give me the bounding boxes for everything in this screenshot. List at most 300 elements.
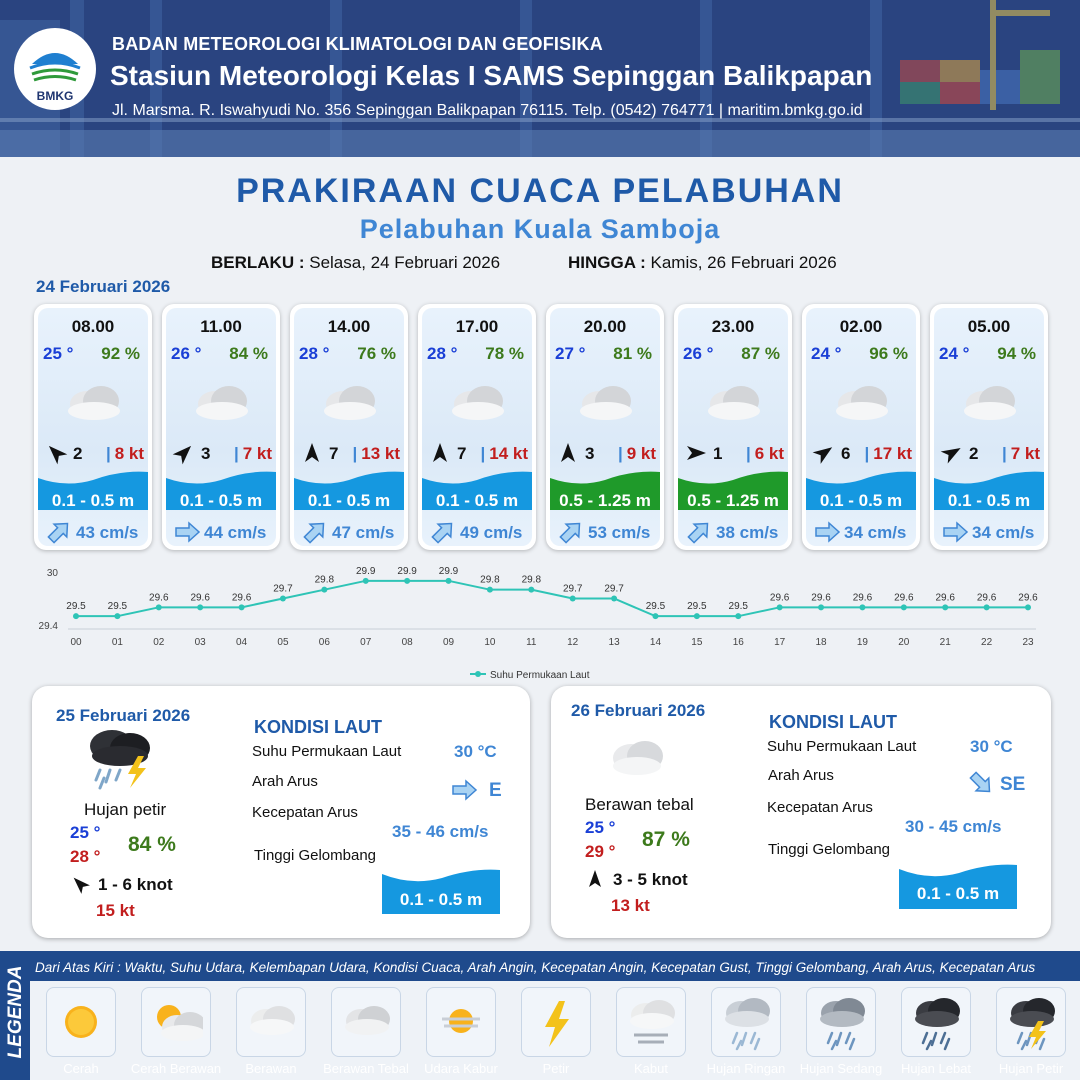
legend-icon-box [711,987,781,1057]
x-tick-label: 16 [732,637,744,648]
hour-card [162,304,280,550]
data-point [611,596,617,602]
legend-item [706,987,786,1076]
hour-time: 05.00 [967,317,1011,336]
valid-from-label: BERLAKU : [211,253,305,272]
hour-card [546,304,664,550]
hour-current-speed: 38 cm/s [716,523,779,542]
y-tick-label: 30 [46,568,58,579]
day1-date: 24 Februari 2026 [36,277,171,296]
wind-direction-arrow-icon [44,441,68,465]
day2-condition: Hujan petir [84,800,167,819]
legend-item-label: Cerah Berawan [130,1061,222,1076]
current-direction-arrow-icon [942,520,968,544]
thunderstorm-icon [82,726,162,790]
y-tick-label: 29.4 [38,621,58,632]
data-point [487,587,493,593]
data-point [777,604,783,610]
agency-name: BADAN METEOROLOGI KLIMATOLOGI DAN GEOFISIKA [112,34,603,54]
legend-item-label: Cerah [63,1061,99,1076]
hour-humidity: 96 % [869,344,908,363]
hour-temperature: 24 ° [939,344,970,363]
data-label: 29.8 [480,574,500,586]
hour-temperature: 28 ° [427,344,458,363]
data-label: 29.5 [107,601,128,613]
thunderstorm-icon [1004,995,1058,1051]
day2-temp-max: 28 ° [70,847,101,866]
current-direction-arrow-icon [174,520,200,544]
port-name: Pelabuhan Kuala Samboja [359,214,721,244]
hour-current [428,520,528,544]
hour-gust: 14 kt [489,444,528,463]
day2-current-dir-label: Arah Arus [252,773,318,790]
hour-current [812,520,912,544]
hour-time: 08.00 [71,317,115,336]
legend-item-label: Hujan Lebat [900,1061,972,1076]
hour-temperature: 25 ° [43,344,74,363]
haze-icon [434,995,488,1051]
data-label: 29.6 [149,592,169,604]
hour-time: 11.00 [200,317,242,336]
day3-humidity: 87 % [642,828,690,851]
hour-time: 20.00 [583,317,627,336]
data-label: 29.5 [728,601,748,613]
hour-wave-height: 0.1 - 0.5 m [435,491,519,510]
station-name: Stasiun Meteorologi Kelas I SAMS Sepinggan Balikpapan [110,60,873,91]
legend-description: Dari Atas Kiri : Waktu, Suhu Udara, Kelembapan Udara, Kondisi Cuaca, Arah Angin, Kecepatan Angin, Kecepatan Gust, Tinggi Gelombang, Arah Arus, Kecepatan Arus [35,960,1036,975]
hour-gust-group: | 6 kt [745,444,784,463]
hour-time: 14.00 [327,317,371,336]
data-point [859,604,865,610]
day2-sea-title: KONDISI LAUT [254,717,382,737]
hour-current-speed: 53 cm/s [588,523,651,542]
overcast-icon [703,380,765,424]
legend-item [46,987,116,1076]
data-point [239,604,245,610]
legend-item [236,987,306,1076]
x-tick-label: 10 [484,637,496,648]
x-tick-label: 13 [608,637,620,648]
hour-wind-speed: 6 [841,444,851,463]
hour-current-speed: 44 cm/s [204,523,267,542]
hour-wind-speed: 2 [969,444,979,463]
current-direction-arrow-icon [558,520,584,544]
day2-current-arrow-icon [450,778,478,802]
hour-wave-height: 0.1 - 0.5 m [51,491,135,510]
hour-gust-group: | 7 kt [233,444,272,463]
day3-condition: Berawan tebal [585,795,694,814]
day3-sea-title: KONDISI LAUT [769,712,897,732]
hour-wind [426,441,530,465]
x-tick-label: 21 [939,637,951,648]
day3-temp-min: 25 ° [585,818,616,837]
hour-current [172,520,272,544]
hour-current-speed: 43 cm/s [76,523,139,542]
hour-gust: 8 kt [114,444,144,463]
overcast-icon [63,380,125,424]
legend-item-label: Hujan Ringan [706,1061,786,1076]
hour-card [674,304,792,550]
data-label: 29.6 [852,592,873,604]
valid-from-value: Selasa, 24 Februari 2026 [309,253,501,272]
valid-from [211,253,500,273]
data-point [652,613,658,619]
day3-gust: 13 kt [611,896,650,915]
hour-gust: 9 kt [626,444,656,463]
legend-icon-box [141,987,211,1057]
data-point [528,587,534,593]
hour-wind [170,441,274,465]
day2-current-speed: 35 - 46 cm/s [392,822,489,841]
hour-humidity: 94 % [997,344,1036,363]
data-point [735,613,741,619]
day2-wind-arrow-icon [70,874,90,894]
overcast-icon [831,380,893,424]
legend-icon-box [426,987,496,1057]
data-point [114,613,120,619]
hour-time: 17.00 [455,317,499,336]
hour-current-speed: 49 cm/s [460,523,523,542]
hour-wind [298,441,402,465]
hour-wave-height: 0.1 - 0.5 m [947,491,1031,510]
legend-item [130,987,222,1076]
hour-time: 23.00 [711,317,755,336]
hour-wind-speed: 3 [201,444,211,463]
data-point [984,604,990,610]
wind-direction-arrow-icon [172,441,196,465]
day3-wind-speed: 3 - 5 knot [613,870,688,889]
data-point [404,578,410,584]
hour-gust: 13 kt [361,444,400,463]
day3-temp-max: 29 ° [585,842,616,861]
day3-current-speed-label: Kecepatan Arus [767,799,873,816]
data-point [280,596,286,602]
legend-icon-box [806,987,876,1057]
legend-item [799,987,883,1076]
legend-icon-box [521,987,591,1057]
data-label: 29.6 [231,592,252,604]
x-tick-label: 17 [774,637,786,648]
x-tick-label: 11 [526,637,537,648]
wind-direction-arrow-icon [556,441,580,465]
hour-wind [810,441,914,465]
data-label: 29.5 [66,601,86,613]
hour-wave-height: 0.1 - 0.5 m [307,491,391,510]
x-tick-label: 01 [111,637,123,648]
hour-current-speed: 34 cm/s [972,523,1035,542]
legend-entry: Suhu Permukaan Laut [490,670,590,681]
hour-card-body [806,308,916,546]
current-direction-arrow-icon [686,520,712,544]
hour-card-body [934,308,1044,546]
day3-sst: 30 °C [970,737,1013,756]
legend-icon-box [901,987,971,1057]
x-tick-label: 00 [70,637,82,648]
hour-time: 02.00 [839,317,883,336]
legend-icon-box [331,987,401,1057]
day2-temp-min: 25 ° [70,823,101,842]
day2-current-speed-label: Kecepatan Arus [252,804,358,821]
x-tick-label: 05 [277,637,289,648]
data-point [363,578,369,584]
hour-humidity: 87 % [741,344,780,363]
hour-gust-group: | 14 kt [480,444,528,463]
station-address: Jl. Marsma. R. Iswahyudi No. 356 Sepinggan Balikpapan 76115. Telp. (0542) 764771 | maritim.bmkg.go.id [112,102,863,119]
legend-item [616,987,686,1076]
sst-chart [30,562,1070,687]
x-tick-label: 14 [649,637,662,648]
data-label: 29.6 [976,592,997,604]
legend-icon-box [236,987,306,1057]
overcast-icon [447,380,509,424]
x-tick-label: 02 [153,637,165,648]
data-label: 29.6 [769,592,790,604]
day3-wave-label: Tinggi Gelombang [768,841,891,858]
data-point [818,604,824,610]
data-label: 29.8 [521,574,542,586]
hour-current-speed: 34 cm/s [844,523,907,542]
data-label: 29.6 [894,592,914,604]
hour-gust: 7 kt [1010,444,1040,463]
x-tick-label: 20 [898,637,910,648]
day3-wave-height: 0.1 - 0.5 m [916,884,1000,903]
hour-temperature: 27 ° [555,344,586,363]
hour-gust-group: | 8 kt [105,444,144,463]
data-label: 29.9 [397,565,417,577]
hour-humidity: 84 % [229,344,268,363]
data-label: 29.6 [811,592,831,604]
overcast-icon [319,380,381,424]
legend-item-label: Petir [542,1061,570,1076]
hour-card [34,304,152,550]
hour-gust: 17 kt [873,444,912,463]
hour-card-body [166,308,276,546]
overcast-icon [607,734,667,778]
hour-humidity: 78 % [485,344,524,363]
day3-current-dir-label: Arah Arus [768,767,834,784]
day2-date: 25 Februari 2026 [56,706,191,725]
legend-item-label: Hujan Petir [998,1061,1064,1076]
hour-current [44,520,144,544]
hour-current [684,520,784,544]
bmkg-logo [14,28,96,110]
hour-card-body [38,308,148,546]
hour-gust-group: | 17 kt [864,444,912,463]
x-tick-label: 22 [981,637,993,648]
data-point [570,596,576,602]
wind-direction-arrow-icon [812,441,836,465]
hour-gust-group: | 9 kt [617,444,656,463]
fog-icon [624,995,678,1051]
hour-card-body [294,308,404,546]
hour-wave-height: 0.1 - 0.5 m [819,491,903,510]
hour-wind [554,441,658,465]
x-tick-label: 06 [318,637,330,648]
legend-icon-box [46,987,116,1057]
data-point [901,604,907,610]
data-point [1025,604,1031,610]
hour-gust-group: | 7 kt [1001,444,1040,463]
logo-text: BMKG [36,89,74,103]
hour-temperature: 24 ° [811,344,842,363]
x-tick-label: 23 [1022,637,1034,648]
wind-direction-arrow-icon [300,441,324,465]
hour-current-speed: 47 cm/s [332,523,395,542]
current-direction-arrow-icon [430,520,456,544]
data-point [446,578,452,584]
day3-date: 26 Februari 2026 [571,701,706,720]
legend-title: LEGENDA [5,965,26,1059]
day3-wind-arrow-icon [585,869,605,889]
data-label: 29.7 [604,583,624,595]
header-banner [0,0,1080,157]
valid-to [568,253,837,273]
legend-item [521,987,591,1076]
hour-wave-height: 0.5 - 1.25 m [687,491,779,510]
overcast-icon [339,995,393,1051]
light-rain-icon [719,995,773,1051]
hour-current [556,520,656,544]
legend-item-label: Udara Kabur [424,1061,498,1076]
day2-sst: 30 °C [454,742,497,761]
data-label: 29.5 [645,601,666,613]
hour-wind-speed: 7 [457,444,467,463]
hour-current [300,520,400,544]
page-title: PRAKIRAAN CUACA PELABUHAN [236,172,844,210]
hour-gust-group: | 13 kt [352,444,400,463]
hour-wave-height: 0.1 - 0.5 m [179,491,263,510]
hour-wave-height: 0.5 - 1.25 m [559,491,651,510]
hour-humidity: 81 % [613,344,652,363]
day2-current-dir: E [489,780,502,801]
day2-wave-label: Tinggi Gelombang [254,847,377,864]
hour-card-body [422,308,532,546]
x-tick-label: 07 [360,637,372,648]
wind-direction-arrow-icon [940,441,964,465]
legend-item-label: Berawan Tebal [323,1061,409,1076]
partly-sunny-icon [149,995,203,1051]
x-tick-label: 15 [691,637,703,648]
lightning-icon [529,995,583,1051]
day3-current-arrow-icon [967,770,995,796]
data-point [942,604,948,610]
data-point [156,604,162,610]
hour-wind-speed: 7 [329,444,339,463]
data-point [321,587,327,593]
data-label: 29.7 [273,583,293,595]
sunny-icon [54,995,108,1051]
legend-item [901,987,971,1076]
day3-panel [551,686,1051,938]
hour-card [418,304,536,550]
data-label: 29.6 [1018,592,1038,604]
x-tick-label: 08 [401,637,413,648]
data-label: 29.9 [356,565,376,577]
cloudy-icon [244,995,298,1051]
x-tick-label: 03 [194,637,206,648]
x-tick-label: 19 [856,637,868,648]
day2-sst-label: Suhu Permukaan Laut [252,743,402,760]
x-tick-label: 09 [442,637,455,648]
current-direction-arrow-icon [814,520,840,544]
legend [0,951,1080,1080]
overcast-icon [575,380,637,424]
hour-wind [682,441,786,465]
hour-card-body [550,308,660,546]
data-label: 29.6 [935,592,955,604]
hour-wind-speed: 1 [713,444,723,463]
hour-temperature: 26 ° [171,344,202,363]
legend-item-label: Berawan [245,1061,297,1076]
data-label: 29.9 [438,565,459,577]
overcast-icon [191,380,253,424]
x-tick-label: 04 [236,637,248,648]
series-line [76,581,1028,616]
data-point [197,604,203,610]
hour-wind-speed: 3 [585,444,595,463]
hour-wind [42,441,146,465]
hour-current [940,520,1040,544]
valid-to-label: HINGGA : [568,253,646,272]
data-point [694,613,700,619]
legend-item-label: Hujan Sedang [799,1061,883,1076]
hour-wind-speed: 2 [73,444,83,463]
legend-vertical-title [2,951,30,1080]
day2-wave-height: 0.1 - 0.5 m [399,890,483,909]
hour-temperature: 28 ° [299,344,330,363]
x-tick-label: 12 [567,637,579,648]
day2-gust: 15 kt [96,901,135,920]
current-direction-arrow-icon [302,520,328,544]
hour-gust: 7 kt [242,444,272,463]
x-tick-label: 18 [815,637,827,648]
day2-humidity: 84 % [128,833,176,856]
heavy-rain-icon [909,995,963,1051]
day3-current-dir: SE [1000,774,1026,795]
legend-item [426,987,496,1076]
legend-item-label: Kabut [634,1061,668,1076]
wind-direction-arrow-icon [684,441,708,465]
legend-item [996,987,1066,1076]
hour-humidity: 76 % [357,344,396,363]
data-label: 29.5 [687,601,707,613]
current-direction-arrow-icon [46,520,72,544]
day3-sst-label: Suhu Permukaan Laut [767,738,917,755]
data-label: 29.7 [562,583,583,595]
hour-card [290,304,408,550]
hour-card-body [678,308,788,546]
hour-card [802,304,920,550]
day2-panel [32,686,530,938]
data-label: 29.8 [314,574,335,586]
day2-wind-speed: 1 - 6 knot [98,875,173,894]
valid-to-value: Kamis, 26 Februari 2026 [650,253,837,272]
data-label: 29.6 [190,592,210,604]
legend-item [323,987,409,1076]
hour-card [930,304,1048,550]
data-point [73,613,79,619]
hour-gust: 6 kt [754,444,784,463]
day3-current-speed: 30 - 45 cm/s [905,817,1002,836]
legend-marker [475,671,481,677]
hour-temperature: 26 ° [683,344,714,363]
legend-icon-box [616,987,686,1057]
wind-direction-arrow-icon [428,441,452,465]
hour-humidity: 92 % [101,344,140,363]
overcast-icon [959,380,1021,424]
legend-icon-box [996,987,1066,1057]
moderate-rain-icon [814,995,868,1051]
